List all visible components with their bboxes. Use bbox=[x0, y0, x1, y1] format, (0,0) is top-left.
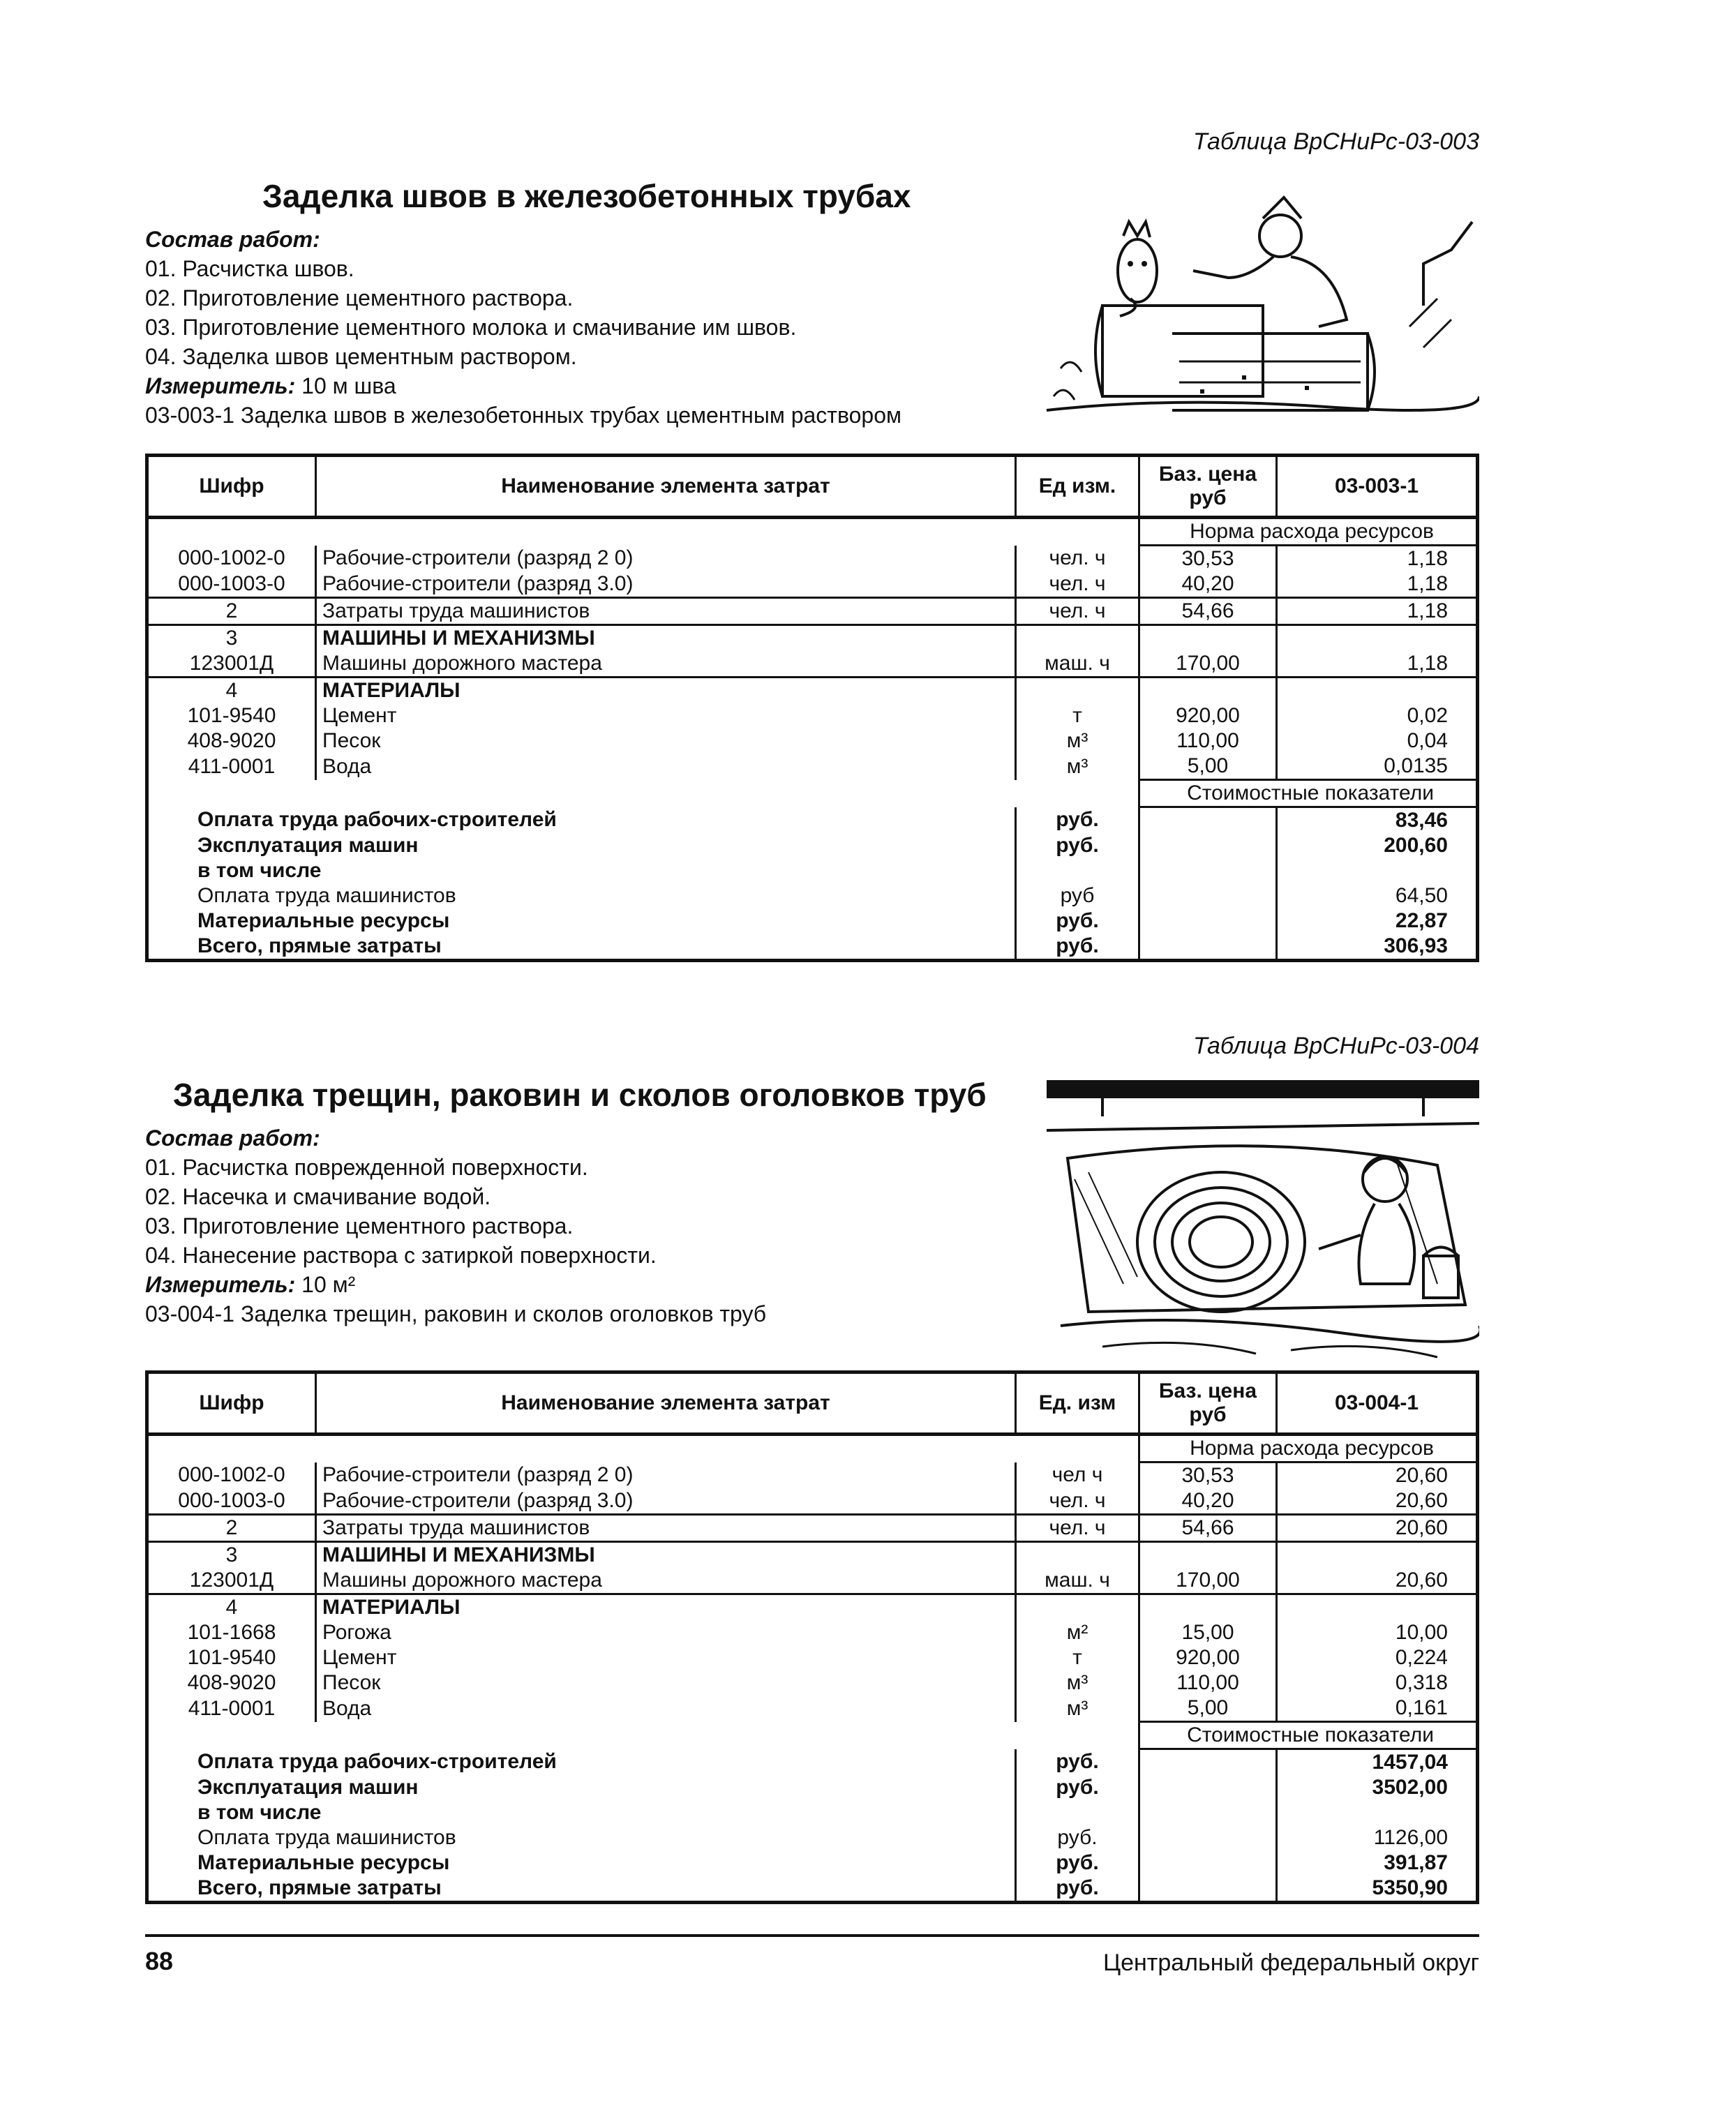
cost-table bbox=[145, 1370, 1479, 1904]
row-price bbox=[1139, 625, 1277, 652]
row-unit bbox=[1016, 678, 1139, 704]
summary-unit: руб. bbox=[1016, 1825, 1139, 1850]
section-03-004 bbox=[145, 1033, 1479, 1912]
summary-row bbox=[147, 883, 1478, 908]
row-code: 123001Д bbox=[147, 1568, 316, 1594]
row-name: Цемент bbox=[316, 703, 1016, 728]
table-row bbox=[147, 1542, 1478, 1569]
summary-row bbox=[147, 1749, 1478, 1776]
row-code: 000-1003-0 bbox=[147, 571, 316, 598]
row-name: Затраты труда машинистов bbox=[316, 1515, 1016, 1542]
row-norm: 1,18 bbox=[1407, 652, 1448, 675]
row-unit bbox=[1016, 1542, 1139, 1569]
row-price: 15,00 bbox=[1139, 1620, 1277, 1645]
row-price: 920,00 bbox=[1139, 703, 1277, 728]
summary-value: 22,87 bbox=[1395, 909, 1448, 932]
summary-name: в том числе bbox=[147, 858, 1016, 883]
band-resources: Норма расхода ресурсов bbox=[1139, 1435, 1478, 1462]
summary-name: Материальные ресурсы bbox=[147, 908, 1016, 934]
row-code: 3 bbox=[147, 1542, 316, 1569]
composition-item: 04. Заделка швов цементным раствором. bbox=[145, 344, 577, 369]
row-name: Вода bbox=[316, 1696, 1016, 1722]
composition-item: 04. Нанесение раствора с затиркой поверхности. bbox=[145, 1243, 657, 1268]
summary-unit: руб bbox=[1016, 883, 1139, 908]
subtitle: 03-004-1 Заделка трещин, раковин и сколов оголовков труб bbox=[145, 1301, 767, 1326]
row-name: Рабочие-строители (разряд 2 0) bbox=[316, 546, 1016, 572]
row-name: МАТЕРИАЛЫ bbox=[316, 678, 1016, 704]
row-norm: 10,00 bbox=[1395, 1621, 1448, 1644]
cost-table bbox=[145, 454, 1479, 962]
row-price: 5,00 bbox=[1139, 754, 1277, 780]
row-name: Машины дорожного мастера bbox=[316, 1568, 1016, 1594]
summary-row bbox=[147, 908, 1478, 934]
table-row bbox=[147, 678, 1478, 704]
table-row bbox=[147, 546, 1478, 572]
row-unit: м³ bbox=[1016, 1696, 1139, 1722]
band-resources: Норма расхода ресурсов bbox=[1139, 518, 1478, 546]
col-header-code: Шифр bbox=[147, 1372, 316, 1435]
work-info bbox=[145, 1123, 766, 1329]
col-header-price: Баз. цена руб bbox=[1139, 456, 1277, 518]
table-row bbox=[147, 1696, 1478, 1722]
summary-unit: руб. bbox=[1016, 807, 1139, 834]
row-name: Вода bbox=[316, 754, 1016, 780]
row-unit: чел. ч bbox=[1016, 598, 1139, 625]
composition-item: 02. Приготовление цементного раствора. bbox=[145, 285, 574, 310]
row-code: 101-1668 bbox=[147, 1620, 316, 1645]
row-norm: 20,60 bbox=[1395, 1489, 1448, 1512]
col-header-price: Баз. цена руб bbox=[1139, 1372, 1277, 1435]
row-price: 110,00 bbox=[1139, 1670, 1277, 1696]
summary-unit: руб. bbox=[1016, 1749, 1139, 1776]
row-name: Рабочие-строители (разряд 3.0) bbox=[316, 571, 1016, 598]
row-name: МАШИНЫ И МЕХАНИЗМЫ bbox=[316, 1542, 1016, 1569]
row-unit: м³ bbox=[1016, 754, 1139, 780]
summary-row bbox=[147, 807, 1478, 834]
row-code: 000-1002-0 bbox=[147, 546, 316, 572]
summary-name: Оплата труда машинистов bbox=[147, 883, 1016, 908]
table-id: Таблица ВрСНиРс-03-003 bbox=[1192, 128, 1479, 155]
row-unit: чел. ч bbox=[1016, 1488, 1139, 1515]
row-code: 408-9020 bbox=[147, 728, 316, 754]
composition-item: 01. Расчистка поврежденной поверхности. bbox=[145, 1155, 588, 1180]
summary-unit: руб. bbox=[1016, 833, 1139, 858]
row-unit bbox=[1016, 1594, 1139, 1621]
row-price: 54,66 bbox=[1139, 1515, 1277, 1542]
summary-row bbox=[147, 858, 1478, 883]
summary-row bbox=[147, 934, 1478, 961]
row-unit: чел. ч bbox=[1016, 546, 1139, 572]
summary-row bbox=[147, 1800, 1478, 1825]
work-info bbox=[145, 225, 901, 430]
row-norm: 0,161 bbox=[1395, 1696, 1448, 1719]
row-code: 123001Д bbox=[147, 651, 316, 678]
summary-name: Оплата труда машинистов bbox=[147, 1825, 1016, 1850]
row-name: Песок bbox=[316, 728, 1016, 754]
summary-row bbox=[147, 833, 1478, 858]
summary-name: Эксплуатация машин bbox=[147, 833, 1016, 858]
row-code: 000-1002-0 bbox=[147, 1462, 316, 1489]
table-row bbox=[147, 598, 1478, 625]
summary-name: в том числе bbox=[147, 1800, 1016, 1825]
row-code: 101-9540 bbox=[147, 703, 316, 728]
row-norm: 20,60 bbox=[1395, 1464, 1448, 1487]
table-row bbox=[147, 1568, 1478, 1594]
table-id: Таблица ВрСНиРс-03-004 bbox=[1192, 1033, 1479, 1059]
measure-value: 10 м² bbox=[301, 1272, 356, 1297]
summary-value: 1457,04 bbox=[1372, 1751, 1448, 1774]
row-price: 30,53 bbox=[1139, 546, 1277, 572]
row-unit: маш. ч bbox=[1016, 651, 1139, 678]
row-unit: т bbox=[1016, 1645, 1139, 1670]
row-code: 101-9540 bbox=[147, 1645, 316, 1670]
section-03-003 bbox=[145, 119, 1479, 977]
row-code: 411-0001 bbox=[147, 754, 316, 780]
measure-label: Измеритель: bbox=[145, 1272, 296, 1297]
row-norm: 20,60 bbox=[1395, 1569, 1448, 1592]
table-row bbox=[147, 703, 1478, 728]
summary-unit: руб. bbox=[1016, 908, 1139, 934]
table-row bbox=[147, 754, 1478, 780]
footer-rule bbox=[145, 1934, 1479, 1937]
row-unit: маш. ч bbox=[1016, 1568, 1139, 1594]
summary-unit: руб. bbox=[1016, 1876, 1139, 1903]
row-norm: 0,0135 bbox=[1384, 754, 1448, 777]
summary-value: 5350,90 bbox=[1372, 1876, 1448, 1899]
row-name: МАТЕРИАЛЫ bbox=[316, 1594, 1016, 1621]
composition-item: 02. Насечка и смачивание водой. bbox=[145, 1184, 491, 1209]
row-unit: чел. ч bbox=[1016, 571, 1139, 598]
row-price: 40,20 bbox=[1139, 571, 1277, 598]
summary-unit bbox=[1016, 1800, 1139, 1825]
row-code: 4 bbox=[147, 678, 316, 704]
pipe-repair-illustration bbox=[1047, 1075, 1479, 1368]
summary-row bbox=[147, 1850, 1478, 1876]
row-name: Рабочие-строители (разряд 2 0) bbox=[316, 1462, 1016, 1489]
row-code: 3 bbox=[147, 625, 316, 652]
row-name: Рогожа bbox=[316, 1620, 1016, 1645]
summary-value: 1126,00 bbox=[1373, 1826, 1448, 1849]
row-norm bbox=[1277, 625, 1478, 652]
col-header-norm: 03-003-1 bbox=[1277, 456, 1478, 518]
summary-name: Оплата труда рабочих-строителей bbox=[147, 1749, 1016, 1776]
row-code: 408-9020 bbox=[147, 1670, 316, 1696]
row-unit: чел. ч bbox=[1016, 1515, 1139, 1542]
summary-unit: руб. bbox=[1016, 934, 1139, 961]
row-norm bbox=[1277, 1594, 1478, 1621]
col-header-code: Шифр bbox=[147, 456, 316, 518]
row-price bbox=[1139, 1542, 1277, 1569]
row-norm: 0,04 bbox=[1407, 729, 1448, 752]
measure-label: Измеритель: bbox=[145, 373, 296, 398]
row-unit: м² bbox=[1016, 1620, 1139, 1645]
col-header-unit: Ед изм. bbox=[1016, 456, 1139, 518]
row-norm: 0,224 bbox=[1395, 1646, 1448, 1669]
row-code: 2 bbox=[147, 1515, 316, 1542]
summary-name: Эксплуатация машин bbox=[147, 1775, 1016, 1800]
row-code: 000-1003-0 bbox=[147, 1488, 316, 1515]
row-unit: м³ bbox=[1016, 728, 1139, 754]
col-header-name: Наименование элемента затрат bbox=[316, 456, 1016, 518]
summary-value: 200,60 bbox=[1384, 834, 1448, 857]
page-number: 88 bbox=[145, 1947, 174, 1975]
summary-value bbox=[1277, 858, 1478, 883]
composition-item: 03. Приготовление цементного молока и смачивание им швов. bbox=[145, 315, 797, 340]
table-row bbox=[147, 728, 1478, 754]
row-price: 170,00 bbox=[1139, 651, 1277, 678]
row-code: 4 bbox=[147, 1594, 316, 1621]
row-norm: 0,02 bbox=[1407, 704, 1448, 727]
section-title: Заделка трещин, раковин и сколов оголовков труб bbox=[173, 1077, 987, 1113]
summary-row bbox=[147, 1775, 1478, 1800]
row-norm: 1,18 bbox=[1277, 598, 1478, 625]
col-header-norm: 03-004-1 bbox=[1277, 1372, 1478, 1435]
measure-value: 10 м шва bbox=[301, 373, 396, 398]
col-header-name: Наименование элемента затрат bbox=[316, 1372, 1016, 1435]
row-code: 411-0001 bbox=[147, 1696, 316, 1722]
row-price: 170,00 bbox=[1139, 1568, 1277, 1594]
row-price: 110,00 bbox=[1139, 728, 1277, 754]
table-row bbox=[147, 1488, 1478, 1515]
table-row bbox=[147, 1645, 1478, 1670]
table-row bbox=[147, 1515, 1478, 1542]
composition-item: 03. Приготовление цементного раствора. bbox=[145, 1213, 574, 1239]
section-title: Заделка швов в железобетонных трубах bbox=[262, 178, 911, 214]
row-unit bbox=[1016, 625, 1139, 652]
measure-line bbox=[145, 371, 901, 401]
row-unit: т bbox=[1016, 703, 1139, 728]
summary-name: Всего, прямые затраты bbox=[147, 1876, 1016, 1903]
table-row bbox=[147, 1670, 1478, 1696]
row-norm: 1,18 bbox=[1407, 547, 1448, 570]
row-price: 30,53 bbox=[1139, 1462, 1277, 1489]
summary-row bbox=[147, 1825, 1478, 1850]
summary-unit: руб. bbox=[1016, 1850, 1139, 1876]
summary-name: Всего, прямые затраты bbox=[147, 934, 1016, 961]
row-name: Машины дорожного мастера bbox=[316, 651, 1016, 678]
row-price bbox=[1139, 1594, 1277, 1621]
row-price: 920,00 bbox=[1139, 1645, 1277, 1670]
summary-unit: руб. bbox=[1016, 1775, 1139, 1800]
summary-value: 391,87 bbox=[1384, 1851, 1448, 1874]
row-norm bbox=[1277, 1542, 1478, 1569]
row-price: 54,66 bbox=[1139, 598, 1277, 625]
composition-item: 01. Расчистка швов. bbox=[145, 256, 354, 281]
row-unit: м³ bbox=[1016, 1670, 1139, 1696]
table-row bbox=[147, 651, 1478, 678]
row-norm: 20,60 bbox=[1277, 1515, 1478, 1542]
composition-label: Состав работ: bbox=[145, 227, 320, 252]
row-name: Цемент bbox=[316, 1645, 1016, 1670]
row-price bbox=[1139, 678, 1277, 704]
band-costs: Стоимостные показатели bbox=[1139, 780, 1478, 807]
row-name: Рабочие-строители (разряд 3.0) bbox=[316, 1488, 1016, 1515]
summary-value: 83,46 bbox=[1395, 809, 1448, 832]
composition-label: Состав работ: bbox=[145, 1125, 320, 1151]
measure-line bbox=[145, 1270, 766, 1299]
row-name: МАШИНЫ И МЕХАНИЗМЫ bbox=[316, 625, 1016, 652]
table-row bbox=[147, 625, 1478, 652]
summary-name: Материальные ресурсы bbox=[147, 1850, 1016, 1876]
band-costs: Стоимостные показатели bbox=[1139, 1722, 1478, 1749]
table-row bbox=[147, 1462, 1478, 1489]
row-name: Песок bbox=[316, 1670, 1016, 1696]
summary-row bbox=[147, 1876, 1478, 1903]
summary-unit bbox=[1016, 858, 1139, 883]
table-row bbox=[147, 1620, 1478, 1645]
subtitle: 03-003-1 Заделка швов в железобетонных трубах цементным раствором bbox=[145, 403, 901, 428]
summary-value: 64,50 bbox=[1395, 884, 1448, 907]
worker-cat-illustration bbox=[1033, 187, 1479, 431]
table-row bbox=[147, 571, 1478, 598]
col-header-unit: Ед. изм bbox=[1016, 1372, 1139, 1435]
summary-value bbox=[1277, 1800, 1478, 1825]
table-row bbox=[147, 1594, 1478, 1621]
row-norm: 1,18 bbox=[1407, 572, 1448, 595]
row-norm bbox=[1277, 678, 1478, 704]
summary-value: 306,93 bbox=[1384, 934, 1448, 957]
region-label: Центральный федеральный округ bbox=[1102, 1950, 1479, 1976]
row-norm: 0,318 bbox=[1395, 1671, 1448, 1694]
row-price: 40,20 bbox=[1139, 1488, 1277, 1515]
row-code: 2 bbox=[147, 598, 316, 625]
summary-name: Оплата труда рабочих-строителей bbox=[147, 807, 1016, 834]
row-unit: чел ч bbox=[1016, 1462, 1139, 1489]
row-name: Затраты труда машинистов bbox=[316, 598, 1016, 625]
summary-value: 3502,00 bbox=[1372, 1776, 1448, 1799]
row-price: 5,00 bbox=[1139, 1696, 1277, 1722]
